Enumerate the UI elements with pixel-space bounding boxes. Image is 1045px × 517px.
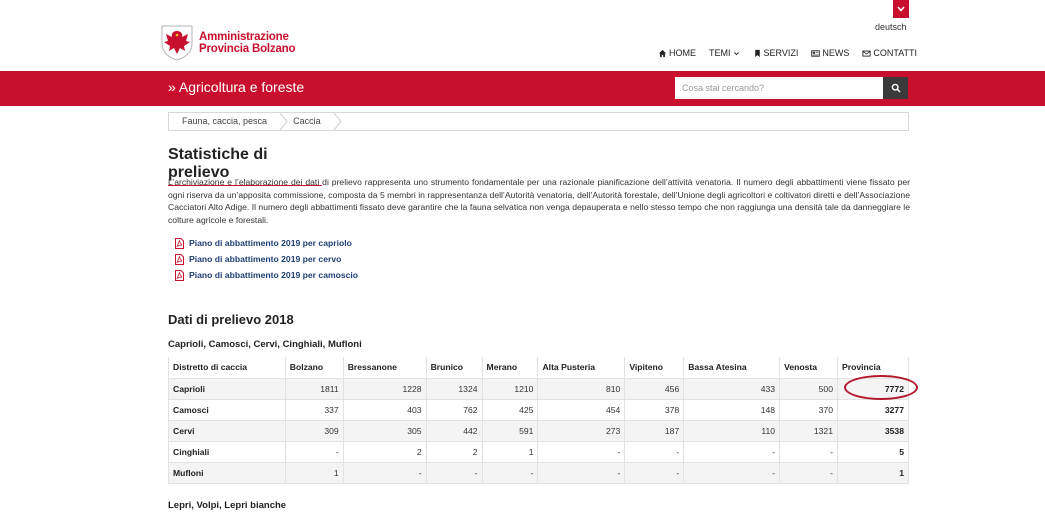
column-header: Provincia: [838, 357, 909, 378]
table-cell: Cervi: [169, 420, 286, 441]
logo[interactable]: [160, 24, 295, 61]
table-cell: -: [684, 441, 780, 462]
table-cell: -: [538, 441, 625, 462]
table-cell: 1: [482, 441, 538, 462]
nav-news[interactable]: [811, 48, 849, 58]
table-cell: 110: [684, 420, 780, 441]
page-title: Statistiche di prelievo: [168, 146, 322, 186]
table-cell: 454: [538, 399, 625, 420]
table-cell: 309: [285, 420, 343, 441]
bookmark-icon: [753, 49, 762, 58]
pdf-file-icon: [175, 254, 184, 265]
pdf-file-icon: [175, 238, 184, 249]
table-cell: 442: [426, 420, 482, 441]
table-cell: 305: [343, 420, 426, 441]
table-cell: 456: [625, 378, 684, 399]
envelope-icon: [862, 49, 871, 58]
breadcrumb-separator-icon: [279, 113, 289, 130]
table-row: [169, 420, 909, 441]
nav-temi[interactable]: [709, 48, 740, 58]
breadcrumb-item-fauna[interactable]: Fauna, caccia, pesca: [182, 116, 268, 126]
table-cell: 1324: [426, 378, 482, 399]
home-icon: [658, 49, 667, 58]
chevron-down-icon: [897, 6, 905, 12]
search-icon: [891, 83, 901, 93]
coat-of-arms-icon: [160, 24, 194, 61]
table-cell: -: [426, 462, 482, 483]
pdf-file-icon: [175, 270, 184, 281]
download-link-label: Piano di abbattimento 2019 per cervo: [189, 254, 342, 264]
column-header: Vipiteno: [625, 357, 684, 378]
nav-temi-label: TEMI: [709, 48, 731, 58]
table-row: [169, 441, 909, 462]
table-cell-total: 7772: [838, 378, 909, 399]
table-cell: -: [780, 441, 838, 462]
table-cell: -: [343, 462, 426, 483]
nav-servizi[interactable]: [753, 48, 799, 58]
column-header: Venosta: [780, 357, 838, 378]
column-header: Bressanone: [343, 357, 426, 378]
column-header: Distretto di caccia: [169, 357, 286, 378]
nav-contatti[interactable]: [862, 48, 917, 58]
table-cell: 1228: [343, 378, 426, 399]
nav-home-label: HOME: [669, 48, 696, 58]
download-link-label: Piano di abbattimento 2019 per camoscio: [189, 270, 359, 280]
table-cell: 148: [684, 399, 780, 420]
table-cell: 500: [780, 378, 838, 399]
section-title[interactable]: » Agricoltura e foreste: [168, 79, 305, 95]
nav-contatti-label: CONTATTI: [873, 48, 918, 58]
table-cell: 337: [285, 399, 343, 420]
table-row: [169, 462, 909, 483]
table-cell: -: [625, 462, 684, 483]
table-cell: -: [538, 462, 625, 483]
breadcrumb-separator-icon: [333, 113, 343, 130]
table-cell: -: [684, 462, 780, 483]
logo-line2: Provincia Bolzano: [199, 42, 296, 55]
table-cell: 1: [285, 462, 343, 483]
table-cell: 1321: [780, 420, 838, 441]
table-cell: 403: [343, 399, 426, 420]
logo-text: [199, 31, 295, 55]
nav-news-label: NEWS: [822, 48, 850, 58]
table-cell: Caprioli: [169, 378, 286, 399]
download-list: [175, 235, 358, 283]
top-navigation: [658, 48, 917, 58]
table-cell: 2: [343, 441, 426, 462]
table-cell: 425: [482, 399, 538, 420]
table-cell-total: 1: [838, 462, 909, 483]
newspaper-icon: [811, 49, 820, 58]
next-table-caption: Lepri, Volpi, Lepri bianche: [168, 500, 287, 511]
table-header-row: [169, 357, 909, 378]
breadcrumb-item-caccia[interactable]: Caccia: [293, 116, 321, 126]
table-cell-total: 3538: [838, 420, 909, 441]
table-row: [169, 378, 909, 399]
intro-paragraph: L’archiviazione e l’elaborazione dei dati di prelievo rappresenta uno strumento fondamentale per una razionale pianificazione dell’attività venatoria. Il numero degli abbattimenti viene fissato per ogni riserva da un’apposita commissione, composta da 5 membri in rappresentanza dell’Autorità venatoria, dell’Autorità forestale, dell’Unione degli agricoltori e coltivatori diretti e dell’Associazione Cacciatori Alto Adige. Il numero degli abbattimenti fissato deve garantire che la fauna selvatica non venga depauperata e nello stesso tempo che non raggiunga una densità tale da danneggiare le colture agricole e forestali.: [168, 177, 910, 225]
download-link-cervo[interactable]: [175, 251, 358, 267]
breadcrumb: [168, 112, 909, 131]
table-cell-total: 5: [838, 441, 909, 462]
column-header: Merano: [482, 357, 538, 378]
nav-home[interactable]: [658, 48, 696, 58]
download-link-capriolo[interactable]: [175, 235, 358, 251]
table-cell: 810: [538, 378, 625, 399]
table-cell: 1210: [482, 378, 538, 399]
download-link-camoscio[interactable]: [175, 267, 358, 283]
table-cell: 378: [625, 399, 684, 420]
language-link[interactable]: deutsch: [875, 22, 907, 32]
table-caption: Caprioli, Camosci, Cervi, Cinghiali, Mufloni: [168, 339, 362, 350]
table-cell: 591: [482, 420, 538, 441]
search-input[interactable]: [675, 77, 883, 99]
harvest-table: [168, 357, 909, 484]
nav-servizi-label: SERVIZI: [763, 48, 799, 58]
chevron-down-icon: [733, 50, 740, 57]
download-link-label: Piano di abbattimento 2019 per capriolo: [189, 238, 352, 248]
highlight-ellipse-annotation: [844, 375, 918, 400]
column-header: Alta Pusteria: [538, 357, 625, 378]
table-cell: 1811: [285, 378, 343, 399]
section-bar: [0, 71, 1045, 106]
column-header: Bolzano: [285, 357, 343, 378]
table-cell: 762: [426, 399, 482, 420]
logo-line1: Amministrazione: [199, 30, 289, 43]
table-cell: 433: [684, 378, 780, 399]
table-cell: 2: [426, 441, 482, 462]
table-cell: Mufloni: [169, 462, 286, 483]
column-header: Brunico: [426, 357, 482, 378]
table-row: [169, 399, 909, 420]
table-cell: Camosci: [169, 399, 286, 420]
column-header: Bassa Atesina: [684, 357, 780, 378]
table-cell: Cinghiali: [169, 441, 286, 462]
table-cell-total: 3277: [838, 399, 909, 420]
table-cell: -: [482, 462, 538, 483]
table-cell: -: [625, 441, 684, 462]
table-cell: 370: [780, 399, 838, 420]
search-button[interactable]: [883, 77, 908, 99]
table-cell: -: [285, 441, 343, 462]
language-toggle-button[interactable]: [893, 0, 909, 18]
data-section-title: Dati di prelievo 2018: [168, 312, 294, 327]
table-cell: 187: [625, 420, 684, 441]
table-cell: 273: [538, 420, 625, 441]
table-cell: -: [780, 462, 838, 483]
